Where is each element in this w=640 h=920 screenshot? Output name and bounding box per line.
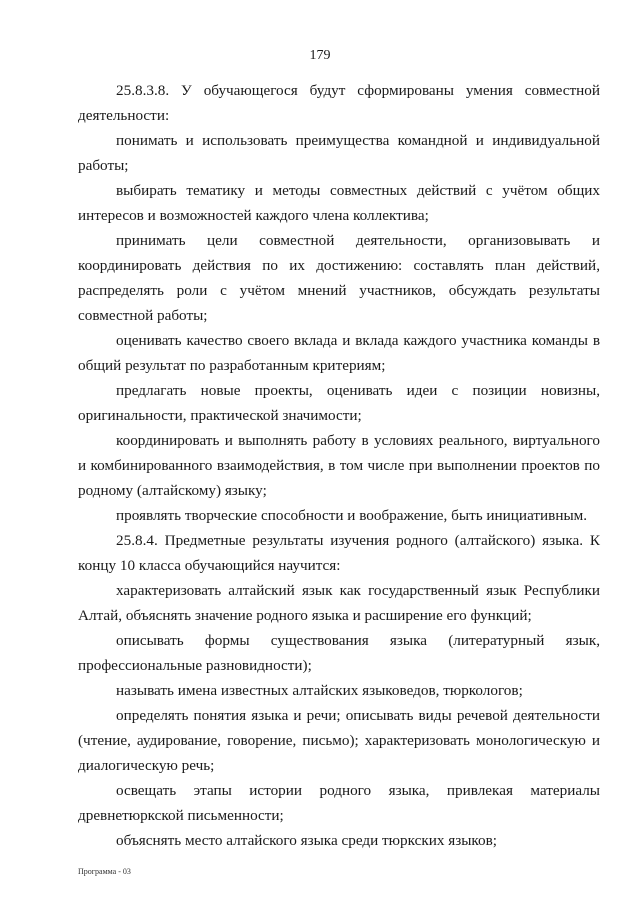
list-item: объяснять место алтайского языка среди тюркских языков; [116, 832, 498, 849]
list-item: принимать цели совместной деятельности, организовывать и координировать действия по их достижению: составлять план действий, распределять роли с учётом мнений участников, обсуждать результаты совместной работы; [78, 232, 600, 324]
paragraph-skills-heading: 25.8.3.8. У обучающегося будут сформированы умения совместной деятельности: [78, 82, 600, 124]
list-item: характеризовать алтайский язык как государственный язык Республики Алтай, объяснять значение родного языка и расширение его функций; [78, 582, 600, 624]
paragraph-subject-results-heading: 25.8.4. Предметные результаты изучения родного (алтайского) языка. К концу 10 класса обучающийся научится: [78, 532, 600, 574]
list-item: описывать формы существования языка (литературный язык, профессиональные разновидности); [78, 632, 600, 674]
list-item: оценивать качество своего вклада и вклада каждого участника команды в общий результат по разработанным критериям; [78, 332, 600, 374]
list-item: понимать и использовать преимущества командной и индивидуальной работы; [78, 132, 600, 174]
page-footer: Программа - 03 [78, 867, 131, 876]
list-item: определять понятия языка и речи; описывать виды речевой деятельности (чтение, аудирование, говорение, письмо); характеризовать монологическую и диалогическую речь; [78, 707, 600, 774]
list-item: предлагать новые проекты, оценивать идеи с позиции новизны, оригинальности, практической значимости; [78, 382, 600, 424]
list-item: выбирать тематику и методы совместных действий с учётом общих интересов и возможностей каждого члена коллектива; [78, 182, 600, 224]
list-item: координировать и выполнять работу в условиях реального, виртуального и комбинированного взаимодействия, в том числе при выполнении проектов по родному (алтайскому) языку; [78, 432, 600, 499]
list-item: называть имена известных алтайских языковедов, тюркологов; [116, 682, 523, 699]
page-body [78, 78, 600, 853]
page-number: 179 [309, 48, 331, 63]
list-item: проявлять творческие способности и воображение, быть инициативным. [116, 507, 588, 524]
list-item: освещать этапы истории родного языка, привлекая материалы древнетюркской письменности; [78, 782, 600, 824]
